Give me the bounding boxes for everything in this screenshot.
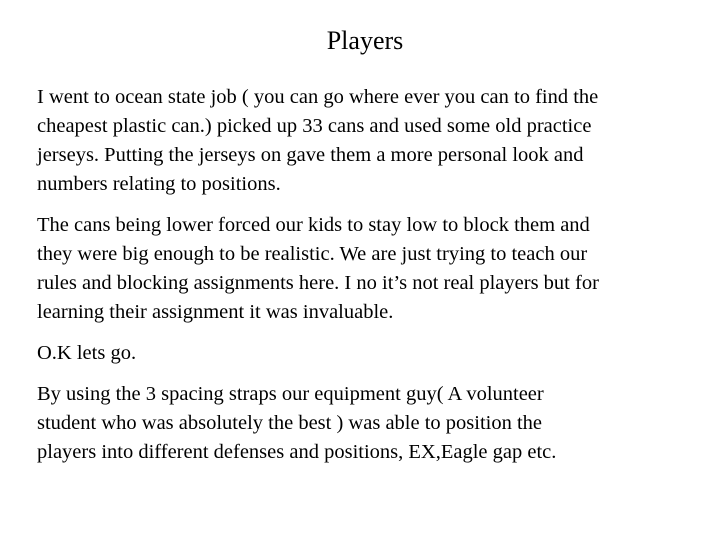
- text-line: numbers relating to positions.: [37, 173, 281, 195]
- paragraph-spacing-straps: [37, 380, 707, 467]
- text-line: By using the 3 spacing straps our equipment guy( A volunteer: [37, 383, 544, 405]
- paragraph-ocean-state: [37, 83, 707, 199]
- text-line: jerseys. Putting the jerseys on gave them a more personal look and: [37, 144, 584, 166]
- text-line: student who was absolutely the best ) was able to position the: [37, 412, 543, 434]
- slide-title: Players: [326, 26, 404, 55]
- paragraph-lets-go: [37, 339, 707, 368]
- text-line: The cans being lower forced our kids to stay low to block them and: [37, 214, 590, 236]
- text-line: I went to ocean state job ( you can go where ever you can to find the: [37, 86, 599, 108]
- text-line: players into different defenses and positions, EX,Eagle gap etc.: [37, 441, 557, 463]
- paragraph-cans: [37, 211, 707, 327]
- text-line: learning their assignment it was invaluable.: [37, 301, 394, 323]
- slide-body: [37, 83, 707, 479]
- text-line: rules and blocking assignments here. I no it’s not real players but for: [37, 272, 599, 294]
- text-line: cheapest plastic can.) picked up 33 cans and used some old practice: [37, 115, 592, 137]
- text-line: they were big enough to be realistic. We are just trying to teach our: [37, 243, 588, 265]
- text-line: O.K lets go.: [37, 342, 137, 364]
